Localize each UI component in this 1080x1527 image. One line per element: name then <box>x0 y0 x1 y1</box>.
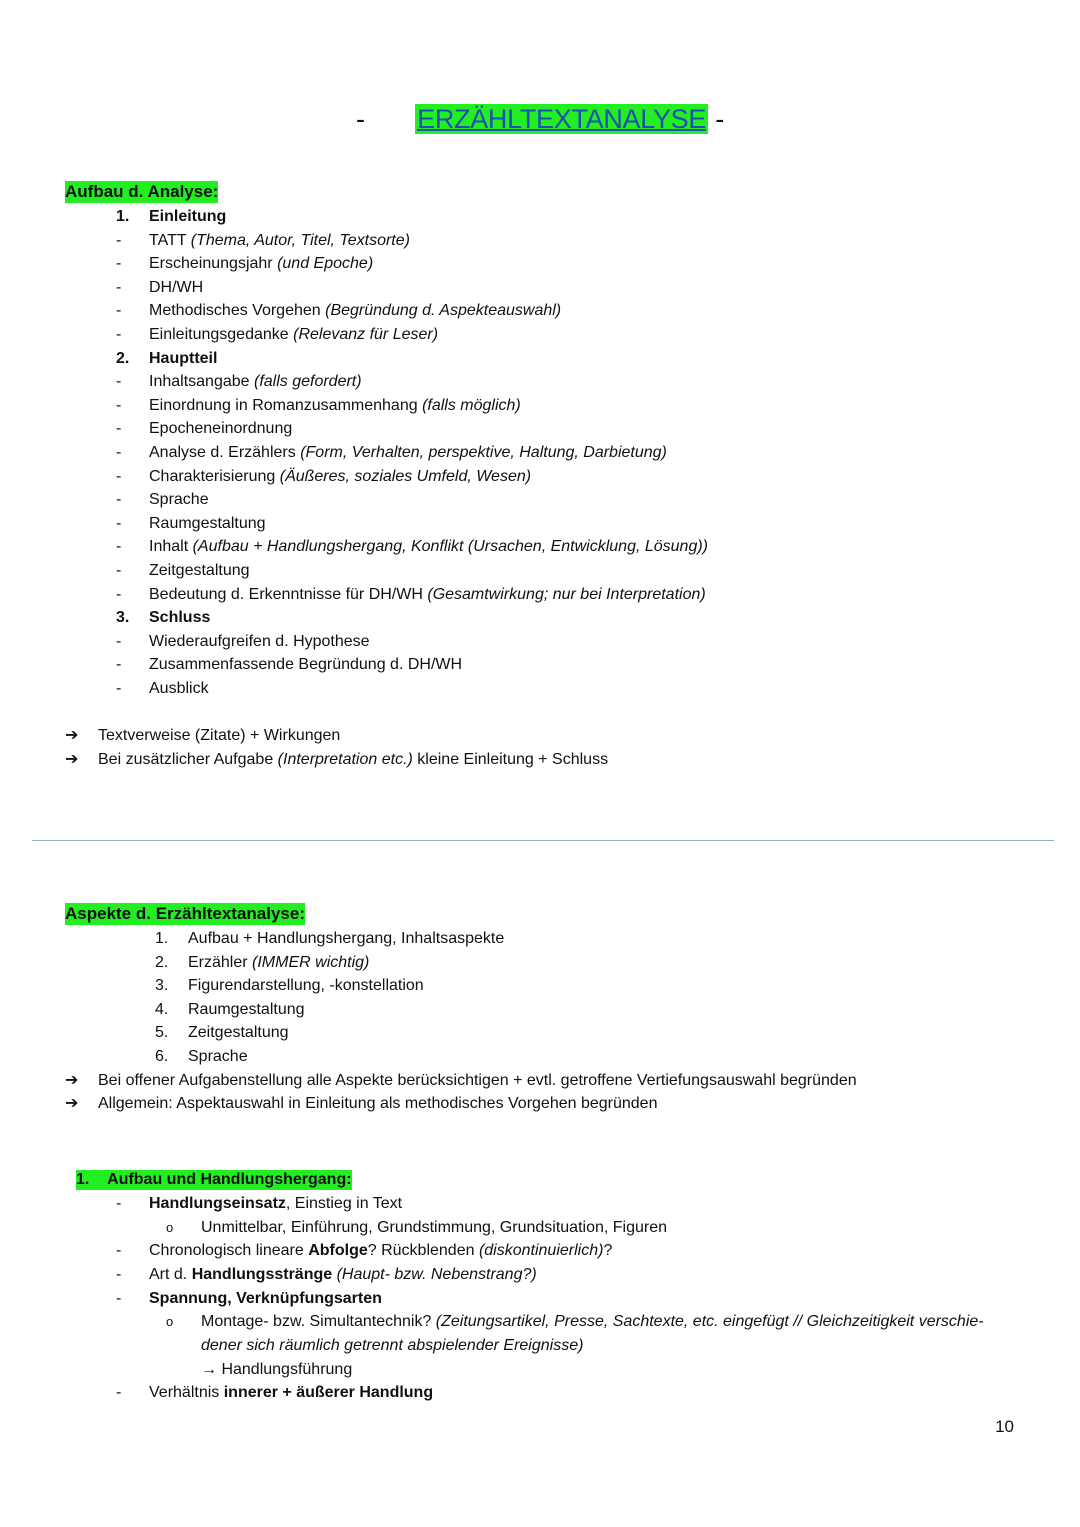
title-dash-left: - <box>355 104 365 134</box>
title-text: ERZÄHLTEXTANALYSE <box>417 104 707 134</box>
heading-section-1-text: Aufbau und Handlungshergang: <box>107 1171 352 1188</box>
section-divider <box>32 840 1054 841</box>
heading-aufbau-analyse: Aufbau d. Analyse: <box>65 182 219 201</box>
heading-section-1 <box>76 1170 352 1190</box>
page-number: 10 <box>995 1417 1014 1436</box>
page-title <box>0 104 1080 135</box>
heading-section-1-num: 1. <box>76 1171 90 1188</box>
heading-aspekte: Aspekte d. Erzähltextanalyse: <box>65 904 305 923</box>
arrow-icon: ➔ <box>65 727 79 744</box>
list-item-arrow: → Handlungsführung <box>201 1361 353 1378</box>
arrow-icon: ➔ <box>65 1072 79 1089</box>
title-dash-right: - <box>715 104 724 134</box>
arrow-icon: ➔ <box>65 1095 79 1112</box>
list-item-continuation: dener sich räumlich getrennt abspielender Ereignisse) <box>201 1337 584 1354</box>
arrow-icon: ➔ <box>65 751 79 768</box>
